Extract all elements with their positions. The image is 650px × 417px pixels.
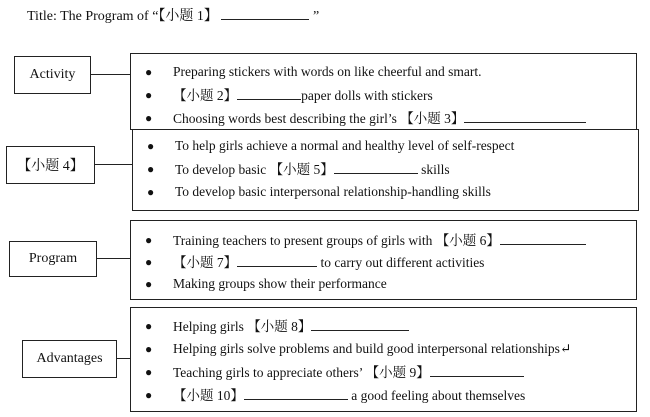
connector-activity xyxy=(90,74,130,75)
bullet-icon: ● xyxy=(145,388,153,402)
section-box-activity xyxy=(130,53,637,130)
answer-blank xyxy=(334,160,418,174)
list-item: ● 【小题 2】 paper dolls with stickers xyxy=(145,88,433,103)
answer-blank xyxy=(464,109,586,123)
title-close-quote: ” xyxy=(312,9,320,24)
answer-blank xyxy=(244,386,348,400)
bullet-icon: ● xyxy=(145,88,153,102)
section-label-activity: Activity xyxy=(14,56,91,94)
title-text: Title: The Program of “【小题 1】 xyxy=(27,9,218,24)
bullet-icon: ● xyxy=(145,111,153,125)
bullet-icon: ● xyxy=(145,319,153,333)
answer-blank xyxy=(430,363,524,377)
section-box-objectives xyxy=(132,129,639,211)
list-item: ● To develop basic interpersonal relationship-handling skills xyxy=(147,184,491,199)
answer-blank xyxy=(500,231,586,245)
list-item: ● Making groups show their performance xyxy=(145,276,387,291)
connector-objectives xyxy=(94,164,132,165)
list-item: ● To develop basic 【小题 5】 skills xyxy=(147,162,450,177)
document-title xyxy=(27,5,319,25)
title-blank xyxy=(221,6,309,20)
section-box-advantages xyxy=(130,307,637,412)
connector-program xyxy=(96,258,130,259)
connector-advantages xyxy=(116,358,130,359)
list-item: ● Choosing words best describing the girl’s 【小题 3】 xyxy=(131,109,636,129)
bullet-icon: ● xyxy=(145,342,153,356)
list-item: ● Training teachers to present groups of girls with 【小题 6】 xyxy=(131,231,636,251)
answer-blank xyxy=(311,317,409,331)
bullet-icon: ● xyxy=(145,277,153,291)
list-item: ● 【小题 10】 a good feeling about themselves xyxy=(145,388,526,403)
bullet-icon: ● xyxy=(147,162,155,176)
section-label-advantages: Advantages xyxy=(22,340,117,378)
list-item: ● To help girls achieve a normal and healthy level of self-respect xyxy=(147,138,515,153)
bullet-icon: ● xyxy=(145,365,153,379)
list-item: ● Helping girls 【小题 8】 xyxy=(131,317,636,337)
section-box-program xyxy=(130,220,637,300)
section-label-program: Program xyxy=(9,241,97,277)
bullet-icon: ● xyxy=(145,233,153,247)
bullet-icon: ● xyxy=(147,185,155,199)
list-item: ● Teaching girls to appreciate others’ 【小题 9】 xyxy=(131,363,636,383)
list-item: ● Preparing stickers with words on like cheerful and smart. xyxy=(145,64,482,79)
answer-blank xyxy=(237,86,301,100)
answer-blank xyxy=(237,253,317,267)
list-item: ● 【小题 7】 to carry out different activities xyxy=(145,255,485,270)
bullet-icon: ● xyxy=(145,65,153,79)
bullet-icon: ● xyxy=(145,255,153,269)
bullet-icon: ● xyxy=(147,139,155,153)
list-item: ● Helping girls solve problems and build good interpersonal relationships↵ xyxy=(145,341,572,356)
section-label-objectives: 【小题 4】 xyxy=(6,146,95,184)
